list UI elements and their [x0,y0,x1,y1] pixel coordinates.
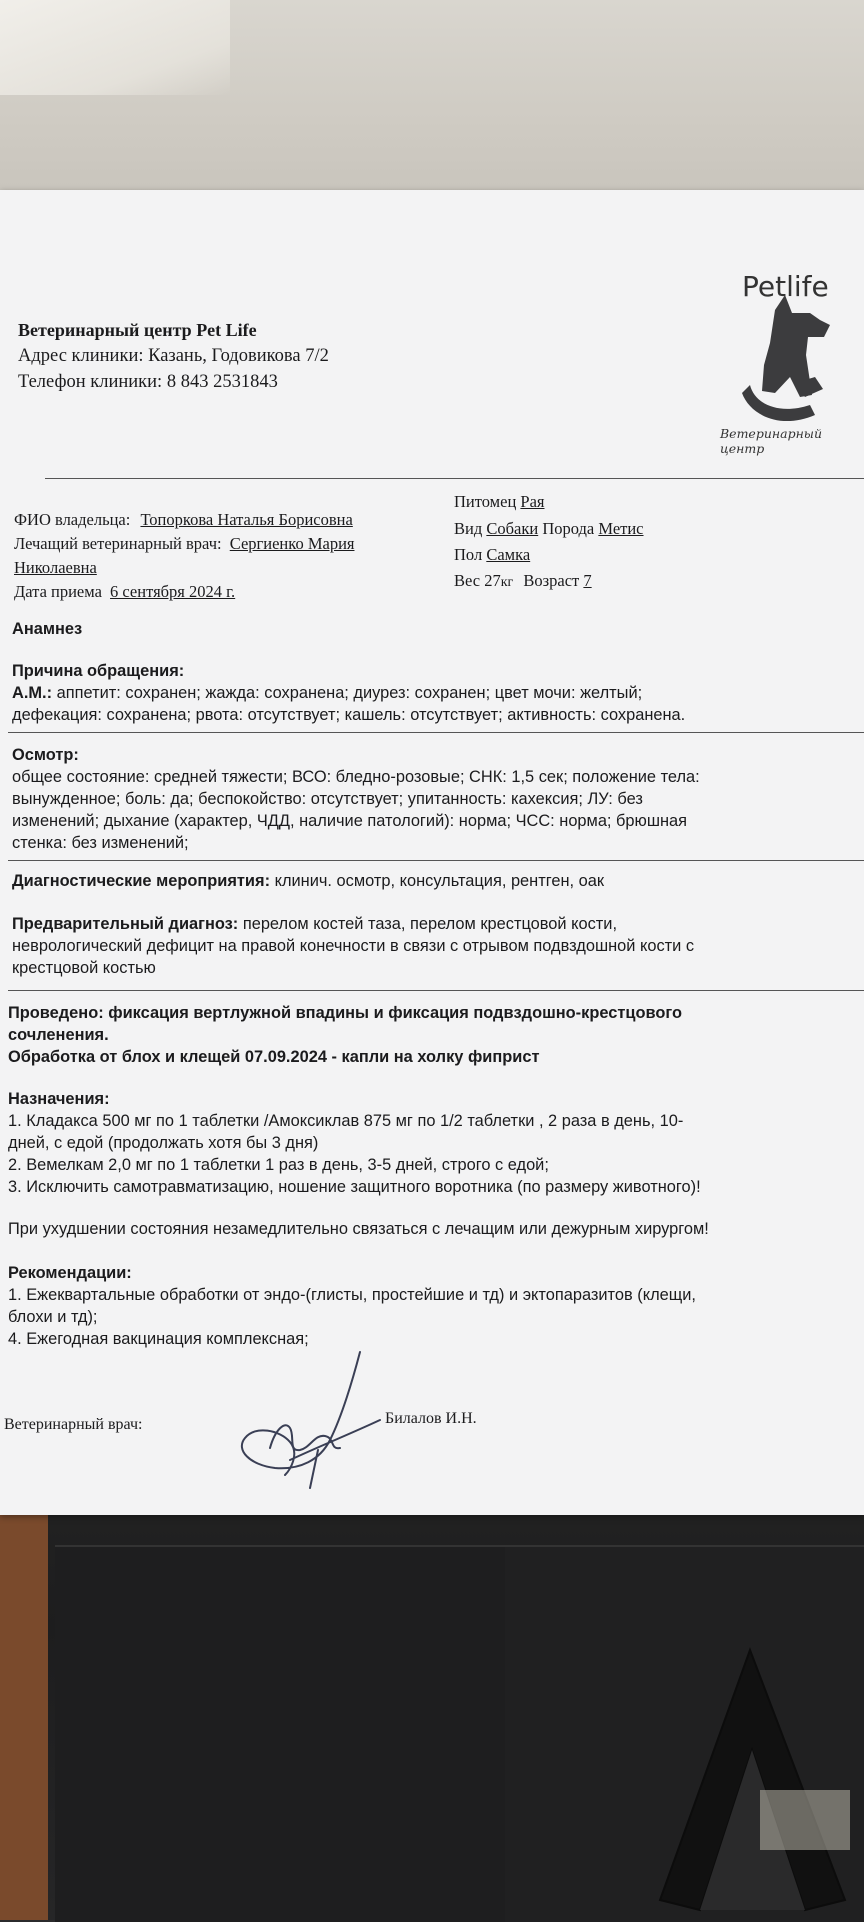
weight-age-row [454,571,592,591]
warning-triangle-icon [640,1640,864,1920]
background-edge [0,1510,48,1920]
exam-line-4: стенка: без изменений; [12,834,189,852]
sex-row [454,545,530,565]
recommendations-heading: Рекомендации: [8,1264,132,1282]
exam-line-2: вынужденное; боль: да; беспокойство: отсутствует; упитанность: кахексия; ЛУ: без [12,790,643,808]
recommendation-line-2: блохи и тд); [8,1308,98,1326]
sex-value: Самка [486,545,531,564]
doctor-label: Лечащий ветеринарный врач: [14,534,222,553]
reason-text-1: аппетит: сохранен; жажда: сохранена; диурез: сохранен; цвет мочи: желтый; [56,684,643,702]
signature-name: Билалов И.Н. [385,1410,477,1427]
background-light [0,0,230,95]
breed-value: Метис [598,519,644,538]
dog-logo-icon [720,265,864,445]
exam-heading: Осмотр: [12,746,79,764]
species-label: Вид [454,519,483,538]
doctor-row [14,534,354,554]
weight-value: 27 [484,571,501,590]
recommendation-line-3: 4. Ежегодная вакцинация комплексная; [8,1330,309,1348]
performed-line-1: Проведено: фиксация вертлужной впадины и фиксация подвздошно-крестцового [8,1004,682,1022]
diagnosis-label: Предварительный диагноз: [12,915,239,933]
age-label: Возраст [523,571,580,590]
logo-title: Petlife [742,270,829,303]
diagnostics-value: клинич. осмотр, консультация, рентген, оак [274,872,605,890]
diagnostics-row [12,872,604,891]
doctor-name-2: Николаевна [14,558,97,577]
flea-treatment: Обработка от блох и клещей 07.09.2024 - капли на холку фиприст [8,1048,540,1066]
signature-scribble-icon [230,1350,390,1490]
logo-subtitle: Ветеринарный центр [720,426,823,456]
diagnosis-line-2: неврологический дефицит на правой конечности в связи с отрывом подвздошной кости с [12,937,695,955]
diagnosis-line-3: крестцовой костью [12,959,156,977]
owner-row [14,510,353,530]
exam-line-1: общее состояние: средней тяжести; ВСО: бледно-розовые; СНК: 1,5 сек; положение тела: [12,768,700,786]
species-row [454,519,644,539]
am-label: А.М.: [12,684,53,702]
pet-row [454,492,545,512]
clinic-address: Адрес клиники: Казань, Годовикова 7/2 [18,346,329,366]
prescription-line-2: дней, с едой (продолжать хотя бы 3 дня) [8,1134,319,1152]
warning-text: При ухудшении состояния незамедлительно связаться с лечащим или дежурным хирургом! [8,1220,709,1238]
reason-heading: Причина обращения: [12,662,185,680]
prescription-line-4: 3. Исключить самотравматизацию, ношение защитного воротника (по размеру животного)! [8,1178,701,1196]
device-panel-left [55,1545,507,1922]
age-value: 7 [583,571,592,590]
pet-label: Питомец [454,492,517,511]
sex-label: Пол [454,545,483,564]
divider [8,732,864,733]
prescription-line-3: 2. Вемелкам 2,0 мг по 1 таблетки 1 раз в день, 3-5 дней, строго с едой; [8,1156,549,1174]
signature-label: Ветеринарный врач: [4,1416,143,1433]
clinic-phone: Телефон клиники: 8 843 2531843 [18,372,278,392]
exam-line-3: изменений; дыхание (характер, ЧДД, наличие патологий): норма; ЧСС: норма; брюшная [12,812,688,830]
reason-line-2: дефекация: сохранена; рвота: отсутствует; кашель: отсутствует; активность: сохранена. [12,706,686,724]
vet-discharge-document [0,190,864,1515]
visit-date: 6 сентября 2024 г. [110,582,236,601]
diagnostics-label: Диагностические мероприятия: [12,872,271,890]
weight-unit: кг [500,575,514,590]
performed-line-2: сочленения. [8,1026,109,1044]
diagnosis-text-1: перелом костей таза, перелом крестцовой кости, [242,915,618,933]
divider [45,478,864,479]
prescriptions-heading: Назначения: [8,1090,110,1108]
breed-label: Порода [542,519,595,538]
species-value: Собаки [486,519,539,538]
prescription-line-1: 1. Кладакса 500 мг по 1 таблетки /Амоксиклав 875 мг по 1/2 таблетки , 2 раза в день, 10- [8,1112,684,1130]
diagnosis-row [12,915,617,934]
clinic-name: Ветеринарный центр Pet Life [18,320,257,340]
date-row [14,582,235,602]
owner-name: Топоркова Наталья Борисовна [140,510,353,529]
date-label: Дата приема [14,582,102,601]
pet-name: Рая [520,492,545,511]
recommendation-line-1: 1. Ежеквартальные обработки от эндо-(глисты, простейшие и тд) и эктопаразитов (клещи, [8,1286,696,1304]
reason-line-1 [12,684,642,703]
divider [8,860,864,861]
owner-label: ФИО владельца: [14,510,131,529]
weight-label: Вес [454,571,481,590]
anamnesis-heading: Анамнез [12,620,83,638]
divider [8,990,864,991]
doctor-name-1: Сергиенко Мария [229,534,355,553]
